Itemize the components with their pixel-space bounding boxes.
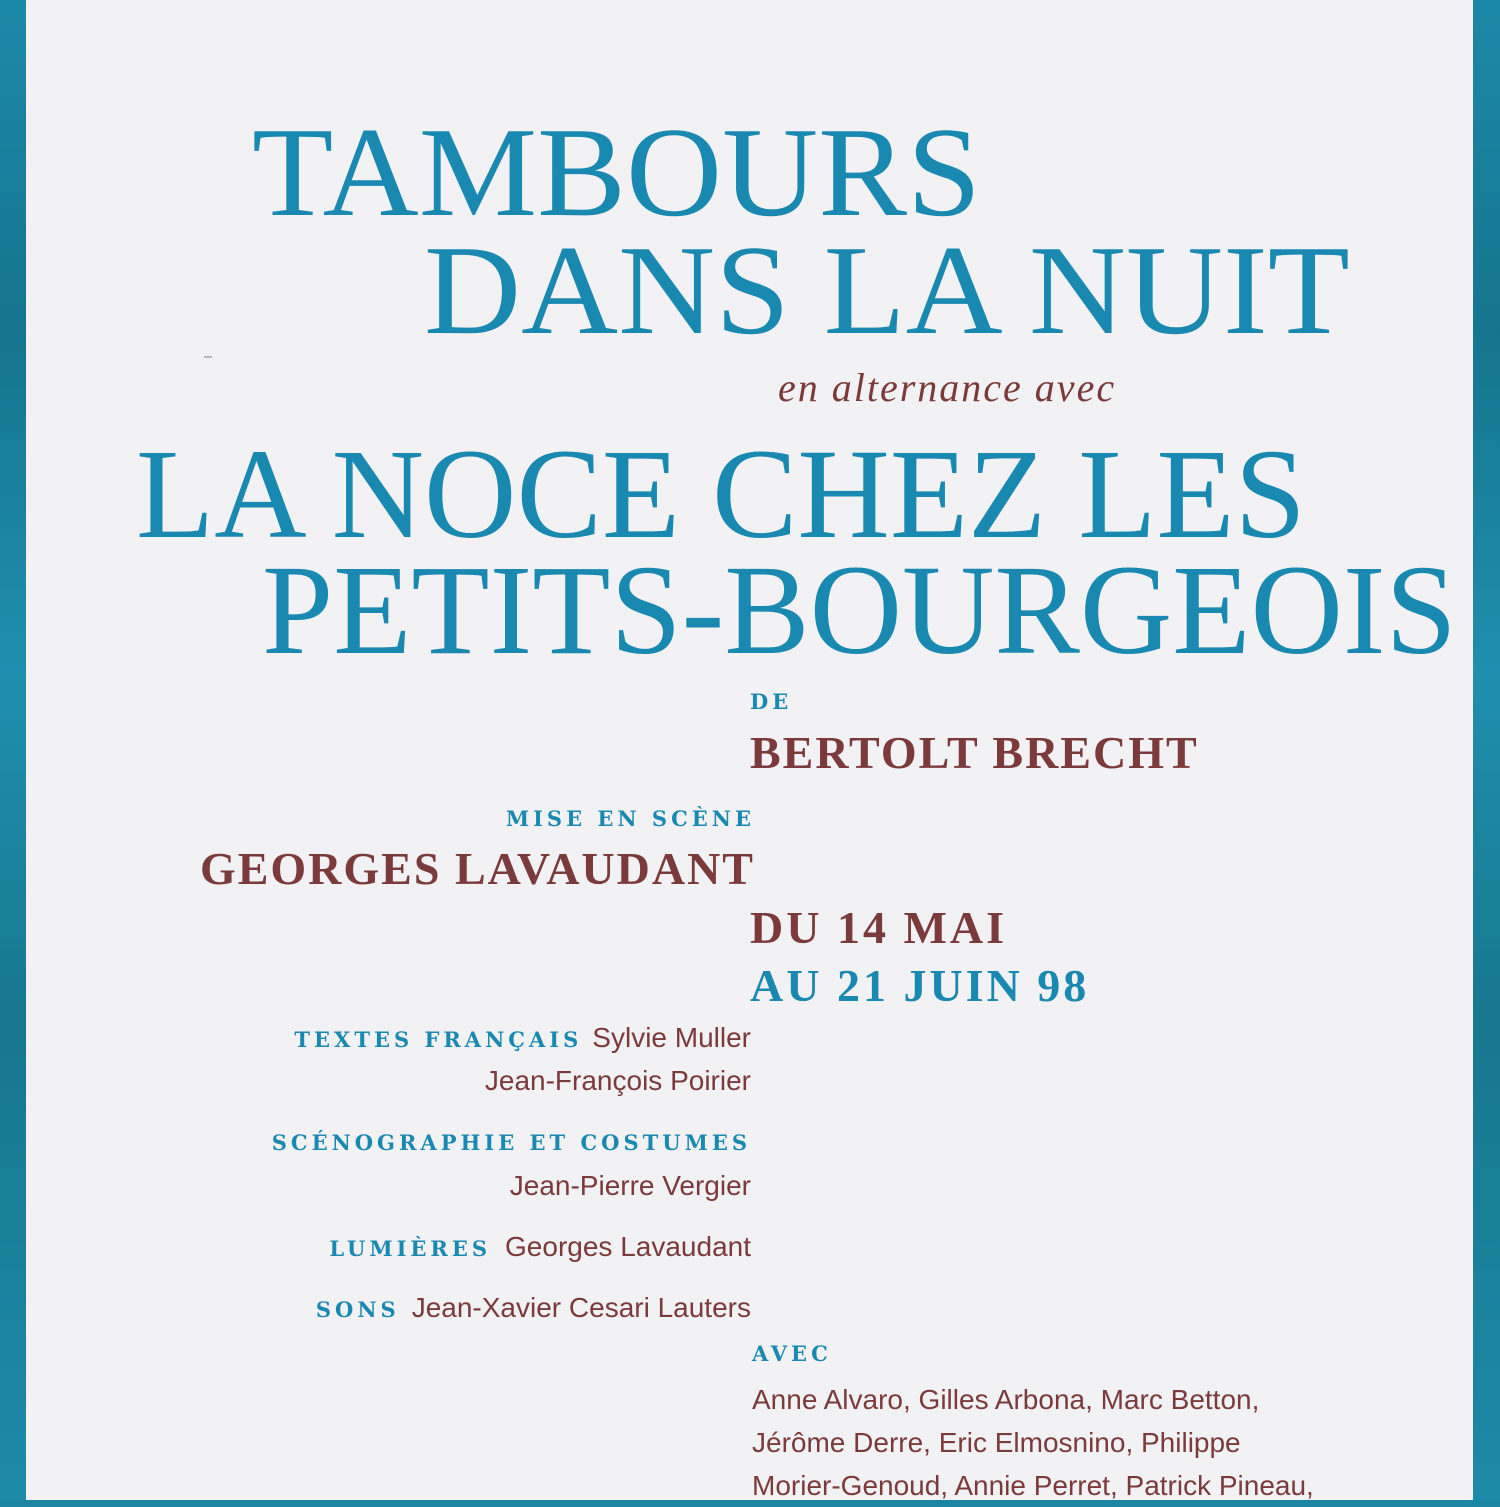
- sceno-label: SCÉNOGRAPHIE ET COSTUMES: [271, 1130, 751, 1155]
- paper-speck: [204, 356, 212, 358]
- dates-line1-prefix: DU 14: [750, 902, 904, 953]
- avec-label: AVEC: [752, 1341, 832, 1366]
- left-blue-border: [0, 0, 26, 1500]
- author-name: BERTOLT BRECHT: [750, 727, 1199, 778]
- credit-textes: [294, 1024, 751, 1052]
- right-blue-border: [1473, 0, 1500, 1500]
- textes-name1: Sylvie Muller: [592, 1022, 751, 1053]
- mise-en-scene-label: MISE EN SCÈNE: [505, 806, 755, 831]
- poster-paper: [26, 0, 1473, 1500]
- cast-list: [752, 1378, 1412, 1507]
- title1-line1: TAMBOURS: [252, 101, 982, 243]
- lumieres-name: Georges Lavaudant: [505, 1231, 751, 1262]
- title2-line1: LA NOCE CHEZ LES: [136, 423, 1306, 565]
- dates-line2-suffix: 98: [1022, 960, 1090, 1011]
- credit-sons: [316, 1294, 751, 1322]
- sons-label: SONS: [315, 1297, 400, 1322]
- sons-name: Jean-Xavier Cesari Lauters: [411, 1292, 751, 1323]
- lumieres-label: LUMIÈRES: [329, 1236, 492, 1261]
- textes-label: TEXTES FRANÇAIS: [294, 1027, 583, 1052]
- dates-line2-prefix: AU 21: [750, 960, 904, 1011]
- cast-line: Morier-Genoud, Annie Perret, Patrick Pineau,: [752, 1470, 1314, 1501]
- credit-lumieres: [329, 1233, 751, 1261]
- dates-line1: [750, 902, 1007, 953]
- sceno-name: Jean-Pierre Vergier: [509, 1170, 751, 1201]
- director-name: GEORGES LAVAUDANT: [199, 843, 755, 894]
- de-label: DE: [750, 689, 793, 714]
- dates-line2-month: JUIN: [903, 960, 1023, 1011]
- dates-line1-month: MAI: [903, 902, 1007, 953]
- cast-line: Jérôme Derre, Eric Elmosnino, Philippe: [752, 1427, 1241, 1458]
- title2-line2: PETITS-BOURGEOIS: [262, 539, 1457, 681]
- dates-line2: [750, 960, 1090, 1011]
- textes-name2: Jean-François Poirier: [484, 1065, 751, 1096]
- cast-line: Anne Alvaro, Gilles Arbona, Marc Betton,: [752, 1384, 1260, 1415]
- title1-line2: DANS LA NUIT: [424, 219, 1350, 361]
- alternation-text: en alternance avec: [778, 365, 1117, 410]
